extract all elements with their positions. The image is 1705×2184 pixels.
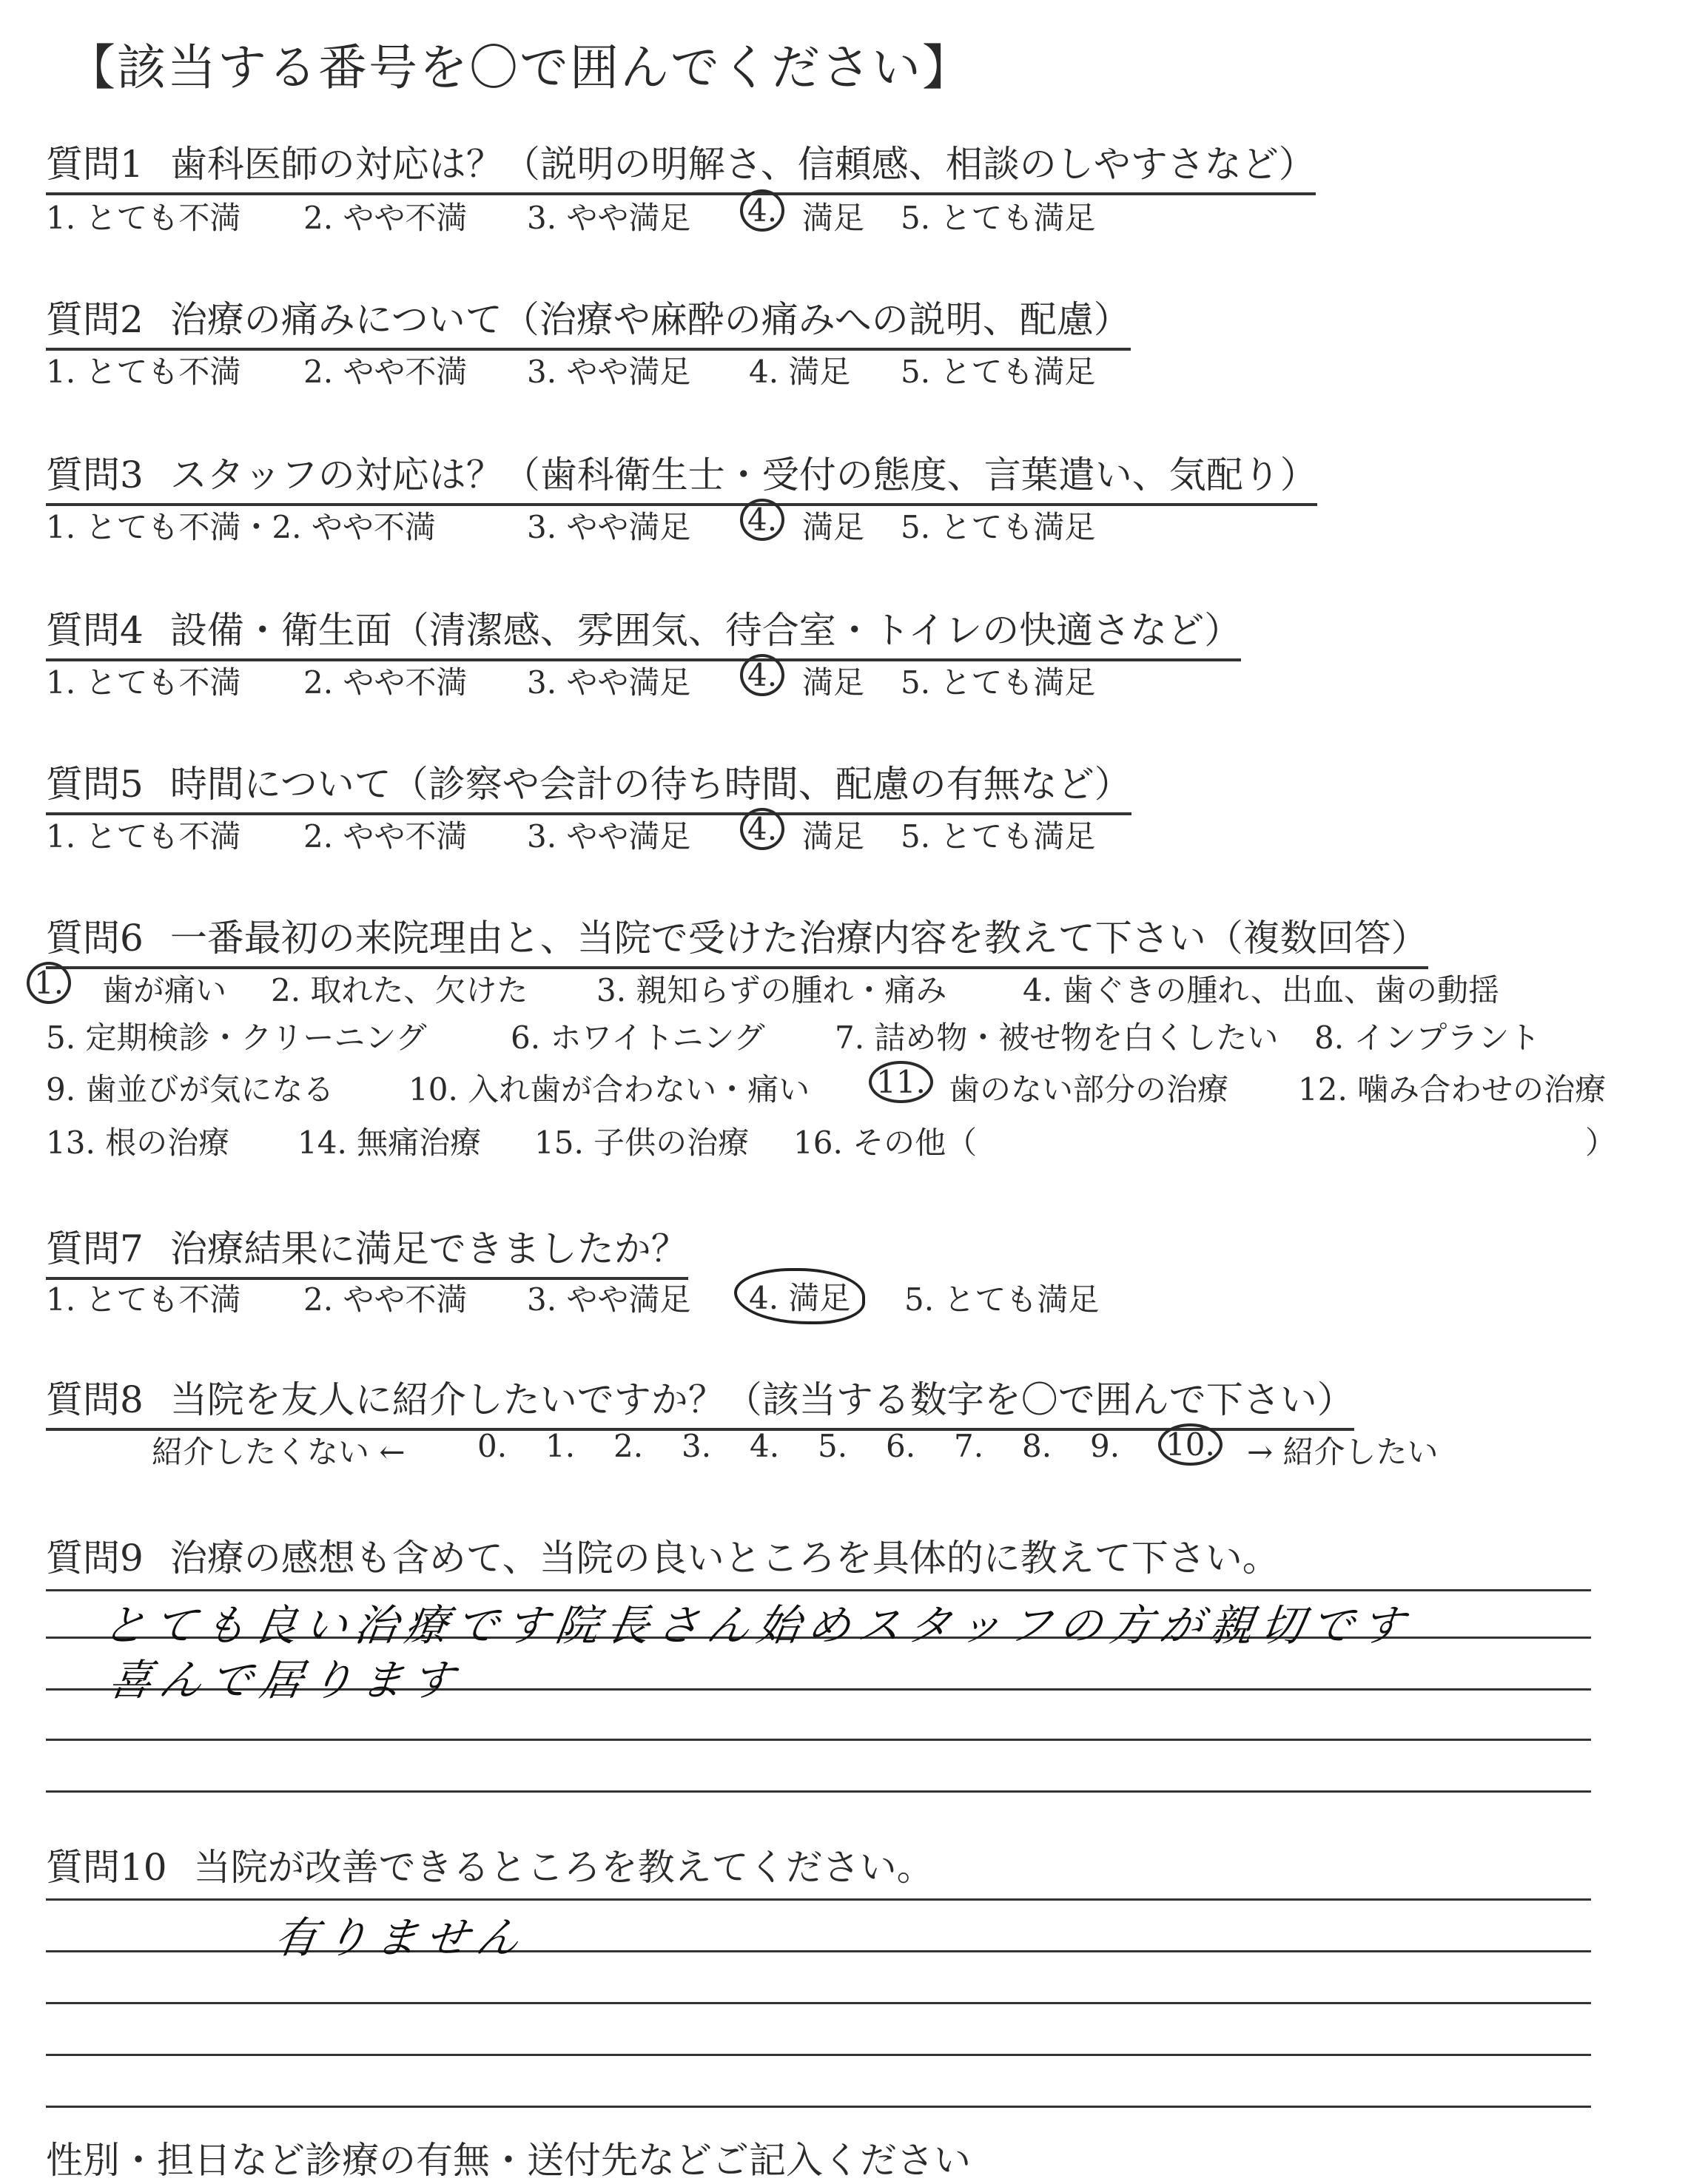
q3-option-4-circled[interactable]: 4. xyxy=(740,499,784,541)
q6-option-11-label: 歯のない部分の治療 xyxy=(949,1071,1229,1108)
question-3-title xyxy=(46,445,1317,506)
question-2-label: 質問2 xyxy=(46,298,144,341)
q8-scale-5[interactable]: 5. xyxy=(818,1428,848,1464)
question-8-label: 質問8 xyxy=(46,1378,144,1421)
q5-option-2[interactable]: 2. やや不満 xyxy=(303,818,468,855)
q1-option-4-circled[interactable]: 4. xyxy=(740,189,784,232)
question-5-text: 時間について（診察や会計の待ち時間、配慮の有無など） xyxy=(169,763,1131,806)
q1-option-1[interactable]: 1. とても不満 xyxy=(46,200,241,236)
q3-option-4-label: 満足 xyxy=(802,509,865,545)
q4-option-2[interactable]: 2. やや不満 xyxy=(303,664,468,701)
q8-scale-7[interactable]: 7. xyxy=(954,1428,984,1464)
q2-option-5[interactable]: 5. とても満足 xyxy=(901,354,1096,390)
q1-option-5[interactable]: 5. とても満足 xyxy=(901,200,1096,236)
question-2-text: 治療の痛みについて（治療や麻酔の痛みへの説明、配慮） xyxy=(169,298,1131,341)
question-9-text: 治療の感想も含めて、当院の良いところを具体的に教えて下さい。 xyxy=(169,1537,1279,1580)
question-5-title xyxy=(46,755,1131,815)
question-7-options xyxy=(46,1275,1156,1320)
q6-option-16-close: ） xyxy=(1585,1125,1617,1161)
q10-answer-line-1 xyxy=(46,1898,1591,1901)
q6-option-1-circled[interactable]: 1. xyxy=(27,962,71,1004)
q6-option-12[interactable]: 12. 噛み合わせの治療 xyxy=(1298,1071,1607,1108)
q7-option-2[interactable]: 2. やや不満 xyxy=(303,1281,468,1318)
q6-option-3[interactable]: 3. 親知らずの腫れ・痛み xyxy=(596,972,947,1008)
q6-option-15[interactable]: 15. 子供の治療 xyxy=(534,1125,750,1161)
q1-option-2[interactable]: 2. やや不満 xyxy=(303,200,468,236)
q10-handwritten-answer: 有りません xyxy=(271,1912,531,1963)
question-10-title xyxy=(46,1838,934,1895)
q2-option-1[interactable]: 1. とても不満 xyxy=(46,354,241,390)
question-8-text: 当院を友人に紹介したいですか？（該当する数字を〇で囲んで下さい） xyxy=(169,1378,1354,1421)
q8-scale-6[interactable]: 6. xyxy=(886,1428,916,1464)
question-8-title xyxy=(46,1370,1354,1431)
q10-answer-line-3 xyxy=(46,2002,1591,2004)
q6-option-10[interactable]: 10. 入れ歯が合わない・痛い xyxy=(408,1071,810,1108)
question-7-label: 質問7 xyxy=(46,1227,144,1270)
question-5-label: 質問5 xyxy=(46,763,144,806)
question-9-label: 質問9 xyxy=(46,1537,144,1580)
q5-option-4-label: 満足 xyxy=(802,818,865,855)
question-7-text: 治療結果に満足できましたか？ xyxy=(169,1227,688,1270)
question-8-scale xyxy=(152,1428,1484,1472)
q8-scale-3[interactable]: 3. xyxy=(682,1428,712,1464)
q6-option-8[interactable]: 8. インプラント xyxy=(1314,1019,1541,1056)
q8-scale-1[interactable]: 1. xyxy=(545,1428,576,1464)
q7-option-5[interactable]: 5. とても満足 xyxy=(904,1281,1100,1318)
question-4-options xyxy=(46,658,1156,703)
q9-handwritten-answer-2: 喜んで居ります xyxy=(105,1655,465,1705)
q4-option-1[interactable]: 1. とても不満 xyxy=(46,664,241,701)
question-1-title xyxy=(46,135,1316,195)
question-4-label: 質問4 xyxy=(46,609,144,652)
question-1-label: 質問1 xyxy=(46,143,144,186)
q7-option-3[interactable]: 3. やや満足 xyxy=(527,1281,691,1318)
question-10-text: 当院が改善できるところを教えてください。 xyxy=(193,1846,934,1889)
q4-option-4-label: 満足 xyxy=(802,664,865,701)
q6-option-7[interactable]: 7. 詰め物・被せ物を白くしたい xyxy=(835,1019,1279,1056)
question-4-title xyxy=(46,601,1241,661)
q1-option-4-label: 満足 xyxy=(802,200,865,236)
question-2-title xyxy=(46,290,1131,351)
q4-option-4-circled[interactable]: 4. xyxy=(740,654,784,696)
q8-scale-2[interactable]: 2. xyxy=(613,1428,644,1464)
q3-option-3[interactable]: 3. やや満足 xyxy=(527,509,691,545)
q5-option-5[interactable]: 5. とても満足 xyxy=(901,818,1096,855)
q8-scale-9[interactable]: 9. xyxy=(1090,1428,1120,1464)
q2-option-3[interactable]: 3. やや満足 xyxy=(527,354,691,390)
q6-option-16[interactable]: 16. その他（ xyxy=(793,1125,978,1161)
q5-option-3[interactable]: 3. やや満足 xyxy=(527,818,691,855)
q1-option-3[interactable]: 3. やや満足 xyxy=(527,200,691,236)
q6-option-1-label: 歯が痛い xyxy=(102,972,227,1008)
q7-option-4-circled[interactable]: 4. 満足 xyxy=(734,1268,865,1324)
q4-option-5[interactable]: 5. とても満足 xyxy=(901,664,1096,701)
q9-answer-line-4 xyxy=(46,1739,1591,1741)
q8-scale-8[interactable]: 8. xyxy=(1022,1428,1052,1464)
question-6-title xyxy=(46,909,1428,969)
q3-option-5[interactable]: 5. とても満足 xyxy=(901,509,1096,545)
q6-option-6[interactable]: 6. ホワイトニング xyxy=(511,1019,765,1056)
q6-option-5[interactable]: 5. 定期検診・クリーニング xyxy=(46,1019,427,1056)
footer-note: 性別・担日など診療の有無・送付先などご記入ください xyxy=(46,2139,971,2182)
question-3-text: スタッフの対応は？（歯科衛生士・受付の態度、言葉遣い、気配り） xyxy=(169,454,1317,496)
question-1-text: 歯科医師の対応は？（説明の明解さ、信頼感、相談のしやすさなど） xyxy=(169,143,1316,186)
question-3-label: 質問3 xyxy=(46,454,144,496)
question-9-title xyxy=(46,1529,1279,1586)
q8-scale-0[interactable]: 0. xyxy=(477,1428,508,1464)
q2-option-2[interactable]: 2. やや不満 xyxy=(303,354,468,390)
question-6-row-1 xyxy=(34,966,1662,1011)
q9-answer-line-5 xyxy=(46,1790,1591,1793)
q6-option-11-circled[interactable]: 11. xyxy=(869,1061,933,1103)
form-heading: 【該当する番号を〇で囲んでください】 xyxy=(67,39,972,96)
question-3-options xyxy=(46,503,1156,547)
question-6-label: 質問6 xyxy=(46,917,144,960)
question-6-row-2 xyxy=(46,1014,1674,1058)
q10-answer-line-4 xyxy=(46,2054,1591,2056)
q6-option-14[interactable]: 14. 無痛治療 xyxy=(297,1125,482,1161)
question-6-row-3 xyxy=(46,1065,1674,1110)
q5-option-4-circled[interactable]: 4. xyxy=(740,808,784,850)
q2-option-4[interactable]: 4. 満足 xyxy=(749,354,851,390)
q3-option-1-2[interactable]: 1. とても不満・2. やや不満 xyxy=(46,509,436,545)
question-6-text: 一番最初の来院理由と、当院で受けた治療内容を教えて下さい（複数回答） xyxy=(169,917,1428,960)
question-7-title xyxy=(46,1219,688,1280)
q8-scale-left-label: 紹介したくない ← xyxy=(152,1434,406,1470)
q6-option-4[interactable]: 4. 歯ぐきの腫れ、出血、歯の動揺 xyxy=(1023,972,1499,1008)
q8-scale-4[interactable]: 4. xyxy=(750,1428,780,1464)
q9-handwritten-answer-1: とても良い治療です院長さん始めスタッフの方が親切です xyxy=(99,1600,1416,1651)
question-5-options xyxy=(46,812,1156,857)
question-1-options xyxy=(46,194,1156,238)
q10-answer-line-5 xyxy=(46,2106,1591,2108)
question-2-options xyxy=(46,348,1156,392)
q6-option-2[interactable]: 2. 取れた、欠けた xyxy=(271,972,528,1008)
question-10-label: 質問10 xyxy=(46,1846,167,1889)
q6-option-13[interactable]: 13. 根の治療 xyxy=(46,1125,230,1161)
q5-option-1[interactable]: 1. とても不満 xyxy=(46,818,241,855)
question-4-text: 設備・衛生面（清潔感、雰囲気、待合室・トイレの快適さなど） xyxy=(169,609,1242,652)
q8-scale-right-label: → 紹介したい xyxy=(1247,1434,1439,1470)
q4-option-3[interactable]: 3. やや満足 xyxy=(527,664,691,701)
q6-option-9[interactable]: 9. 歯並びが気になる xyxy=(46,1071,334,1108)
question-6-row-4 xyxy=(46,1119,1674,1163)
q8-scale-10-circled[interactable]: 10. xyxy=(1158,1423,1223,1466)
q7-option-1[interactable]: 1. とても不満 xyxy=(46,1281,241,1318)
